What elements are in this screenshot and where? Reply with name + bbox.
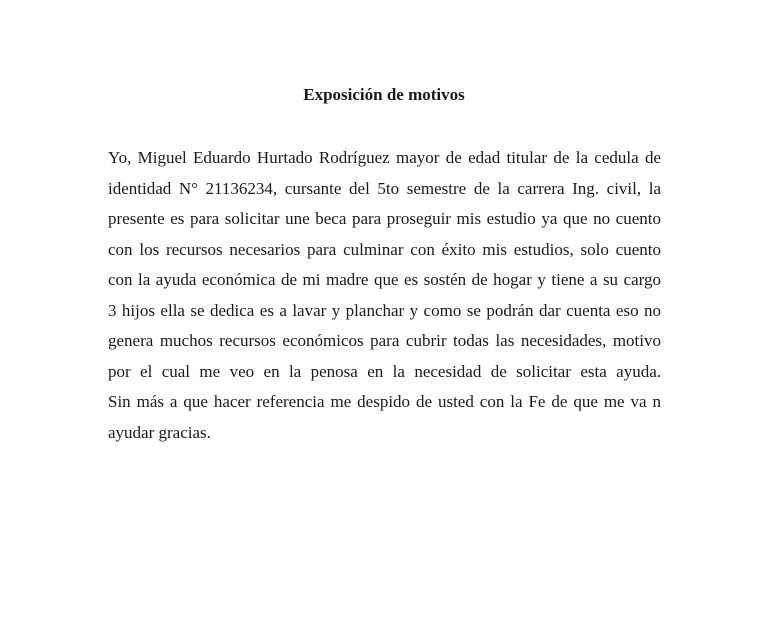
paragraph-line: genera muchos recursos económicos para cubrir todas las necesidades, motivo <box>108 331 661 350</box>
paragraph-line: Sin más a que hacer referencia me despido de usted con la Fe de que me va n <box>108 392 661 411</box>
paragraph-line: ayudar gracias. <box>108 422 211 442</box>
document-title: Exposición de motivos <box>303 85 465 104</box>
body-paragraph <box>108 143 661 448</box>
paragraph-line: 3 hijos ella se dedica es a lavar y planchar y como se podrán dar cuenta eso no <box>108 300 661 320</box>
paragraph-line: identidad N° 21136234, cursante del 5to semestre de la carrera Ing. civil, la <box>108 178 661 198</box>
paragraph-line: presente es para solicitar une beca para proseguir mis estudio ya que no cuento <box>108 209 661 228</box>
paragraph-line: con los recursos necesarios para culminar con éxito mis estudios, solo cuento <box>108 239 661 259</box>
paragraph-line: por el cual me veo en la penosa en la necesidad de solicitar esta ayuda. <box>108 361 661 381</box>
paragraph-line: Yo, Miguel Eduardo Hurtado Rodríguez mayor de edad titular de la cedula de <box>108 148 661 167</box>
paragraph-line: con la ayuda económica de mi madre que es sostén de hogar y tiene a su cargo <box>108 270 661 289</box>
